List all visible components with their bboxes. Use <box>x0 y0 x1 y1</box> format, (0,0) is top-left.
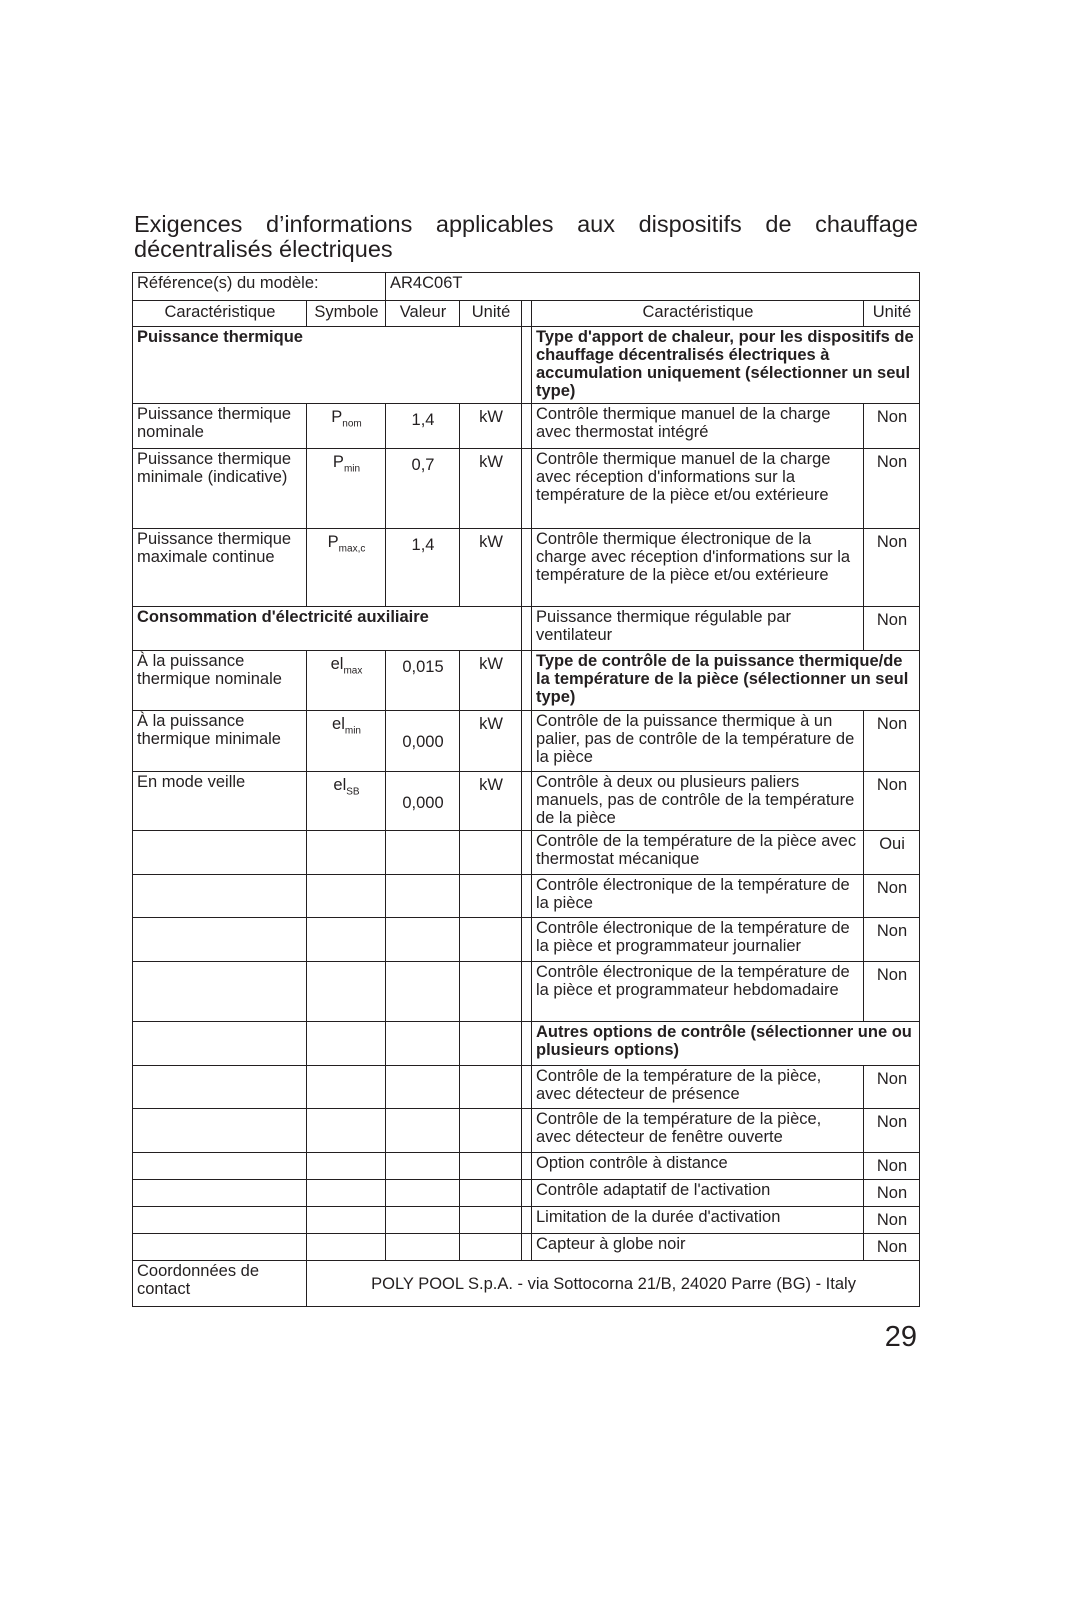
table-row <box>133 831 920 875</box>
empty-cell <box>460 1022 522 1066</box>
symbol-cell <box>307 529 386 607</box>
symbol-subscript: max,c <box>338 543 366 555</box>
control-option-label: Contrôle électronique de la température de la pièce et programmateur journalier <box>532 918 864 962</box>
value-cell <box>386 449 460 529</box>
title-word: dispositifs <box>638 211 742 237</box>
symbol <box>331 405 361 433</box>
empty-cell <box>307 962 386 1022</box>
control-option-label: Contrôle thermique manuel de la charge avec réception d'informations sur la température de la pièce et/ou extérieure <box>532 449 864 529</box>
empty-cell <box>386 1234 460 1261</box>
value-cell <box>386 711 460 772</box>
control-option-label: Contrôle électronique de la température de la pièce et programmateur hebdomadaire <box>532 962 864 1022</box>
spacer-cell <box>522 1207 532 1234</box>
empty-cell <box>133 1153 307 1180</box>
table-row <box>133 449 920 529</box>
control-option-label: Option contrôle à distance <box>532 1153 864 1180</box>
empty-cell <box>133 831 307 875</box>
control-option-label: Contrôle thermique électronique de la charge avec réception d'informations sur la température de la pièce et/ou extérieure <box>532 529 864 607</box>
control-option-value <box>864 529 920 607</box>
symbol-base: P <box>331 408 343 426</box>
unit: kW <box>479 776 503 794</box>
control-option-label: Contrôle de la température de la pièce, avec détecteur de fenêtre ouverte <box>532 1109 864 1153</box>
empty-cell <box>386 831 460 875</box>
empty-cell <box>307 1109 386 1153</box>
option-value: Non <box>876 966 908 984</box>
spacer-cell <box>522 1180 532 1207</box>
section-heading: Type de contrôle de la puissance thermique/de la température de la pièce (sélectionner un seul type) <box>532 651 920 711</box>
empty-cell <box>307 875 386 918</box>
control-option-value <box>864 1153 920 1180</box>
empty-cell <box>307 1066 386 1109</box>
empty-cell <box>460 1207 522 1234</box>
option-value: Non <box>876 408 908 426</box>
header-unite: Unité <box>460 301 522 327</box>
contact-row <box>133 1261 920 1307</box>
title-word: aux <box>577 211 615 237</box>
value-cell <box>386 651 460 711</box>
table-row <box>133 1180 920 1207</box>
option-value: Non <box>876 1070 908 1088</box>
control-option-label: Contrôle à deux ou plusieurs paliers manuels, pas de contrôle de la température de la pièce <box>532 772 864 831</box>
option-value: Non <box>876 1211 908 1229</box>
empty-cell <box>133 1180 307 1207</box>
control-option-label: Contrôle électronique de la température de la pièce <box>532 875 864 918</box>
empty-cell <box>307 1234 386 1261</box>
symbol-subscript: nom <box>342 418 362 430</box>
table-row <box>133 404 920 449</box>
symbol-cell <box>307 711 386 772</box>
option-value: Non <box>876 1238 908 1256</box>
option-value: Non <box>876 879 908 897</box>
title-line-1 <box>134 212 918 237</box>
table-row <box>133 1022 920 1066</box>
spacer-cell <box>522 1234 532 1261</box>
symbol-base: el <box>333 776 347 794</box>
control-option-value <box>864 875 920 918</box>
spacer-cell <box>522 529 532 607</box>
section-heading: Autres options de contrôle (sélectionner une ou plusieurs options) <box>532 1022 920 1066</box>
page-number: 29 <box>884 1321 917 1353</box>
option-value: Non <box>876 776 908 794</box>
empty-cell <box>133 1109 307 1153</box>
section-heading: Puissance thermique <box>133 327 522 404</box>
control-option-label: Contrôle thermique manuel de la charge avec thermostat intégré <box>532 404 864 449</box>
title-word: applicables <box>435 211 554 237</box>
header-valeur: Valeur <box>386 301 460 327</box>
header-right-caracteristique: Caractéristique <box>532 301 864 327</box>
spacer-cell <box>522 711 532 772</box>
control-option-label: Puissance thermique régulable par ventilateur <box>532 607 864 651</box>
table-row <box>133 529 920 607</box>
symbol-base: P <box>332 453 344 471</box>
empty-cell <box>386 1022 460 1066</box>
symbol-subscript: min <box>344 725 361 737</box>
empty-cell <box>386 875 460 918</box>
table-row <box>133 1234 920 1261</box>
empty-cell <box>133 918 307 962</box>
spacer-cell <box>522 875 532 918</box>
control-option-label: Capteur à globe noir <box>532 1234 864 1261</box>
symbol-base: P <box>327 533 339 551</box>
symbol-base: el <box>330 655 344 673</box>
title-word: d’informations <box>266 211 413 237</box>
control-option-value <box>864 607 920 651</box>
spacer-cell <box>522 962 532 1022</box>
section-heading: Consommation d'électricité auxiliaire <box>133 607 522 651</box>
spacer-cell <box>522 918 532 962</box>
table-row <box>133 1109 920 1153</box>
option-value: Non <box>876 922 908 940</box>
header-symbole: Symbole <box>307 301 386 327</box>
control-option-label: Contrôle adaptatif de l'activation <box>532 1180 864 1207</box>
control-option-value <box>864 449 920 529</box>
symbol-cell <box>307 404 386 449</box>
symbol <box>332 712 361 740</box>
empty-cell <box>133 962 307 1022</box>
empty-cell <box>307 1180 386 1207</box>
value-cell <box>386 404 460 449</box>
table-row <box>133 711 920 772</box>
empty-cell <box>307 918 386 962</box>
spacer-cell <box>522 1153 532 1180</box>
value-cell <box>386 529 460 607</box>
control-option-label: Contrôle de la température de la pièce avec thermostat mécanique <box>532 831 864 875</box>
value-cell <box>386 772 460 831</box>
spacer-cell <box>522 449 532 529</box>
empty-cell <box>307 831 386 875</box>
table-row <box>133 327 920 404</box>
control-option-value <box>864 772 920 831</box>
empty-cell <box>133 1066 307 1109</box>
empty-cell <box>307 1207 386 1234</box>
header-right-unite: Unité <box>864 301 920 327</box>
control-option-value <box>864 1207 920 1234</box>
empty-cell <box>307 1153 386 1180</box>
symbol <box>328 530 366 558</box>
document-title <box>134 212 918 262</box>
option-value: Non <box>876 1184 908 1202</box>
title-word: de <box>765 211 792 237</box>
empty-cell <box>386 1207 460 1234</box>
control-option-label: Limitation de la durée d'activation <box>532 1207 864 1234</box>
spec-table <box>132 272 920 1307</box>
empty-cell <box>386 1109 460 1153</box>
spacer-cell <box>522 607 532 651</box>
spacer-cell <box>522 404 532 449</box>
control-option-value <box>864 831 920 875</box>
symbol-cell <box>307 449 386 529</box>
table-row <box>133 651 920 711</box>
value: 0,000 <box>402 733 444 751</box>
option-value: Non <box>876 533 908 551</box>
symbol-cell <box>307 651 386 711</box>
title-line-2: décentralisés électriques <box>134 236 393 262</box>
empty-cell <box>386 918 460 962</box>
table-row <box>133 875 920 918</box>
spacer-cell <box>522 772 532 831</box>
characteristic-label: À la puissance thermique minimale <box>133 711 307 772</box>
empty-cell <box>386 1153 460 1180</box>
empty-cell <box>460 1234 522 1261</box>
empty-cell <box>460 875 522 918</box>
empty-cell <box>460 1180 522 1207</box>
value: 0,7 <box>411 456 435 474</box>
characteristic-label: Puissance thermique maximale continue <box>133 529 307 607</box>
control-option-label: Contrôle de la température de la pièce, avec détecteur de présence <box>532 1066 864 1109</box>
empty-cell <box>133 1207 307 1234</box>
option-value: Non <box>876 611 908 629</box>
option-value: Non <box>876 453 908 471</box>
section-heading: Type d'apport de chaleur, pour les dispositifs de chauffage décentralisés électriques à accumulation uniquement (sélectionner un seul type) <box>532 327 920 404</box>
model-reference-row <box>133 273 920 301</box>
table-row <box>133 962 920 1022</box>
empty-cell <box>460 1109 522 1153</box>
empty-cell <box>460 831 522 875</box>
unit-cell <box>460 449 522 529</box>
symbol <box>333 773 359 801</box>
empty-cell <box>133 1022 307 1066</box>
option-value: Non <box>876 715 908 733</box>
empty-cell <box>133 1234 307 1261</box>
unit: kW <box>479 453 503 471</box>
characteristic-label: En mode veille <box>133 772 307 831</box>
value: 0,015 <box>402 658 444 676</box>
model-value: AR4C06T <box>386 273 920 301</box>
unit-cell <box>460 772 522 831</box>
unit: kW <box>479 408 503 426</box>
unit-cell <box>460 529 522 607</box>
option-value: Non <box>876 1157 908 1175</box>
empty-cell <box>460 962 522 1022</box>
header-caracteristique: Caractéristique <box>133 301 307 327</box>
spacer-cell <box>522 327 532 404</box>
empty-cell <box>307 1022 386 1066</box>
table-row <box>133 607 920 651</box>
spacer-cell <box>522 1109 532 1153</box>
control-option-value <box>864 918 920 962</box>
table-row <box>133 1207 920 1234</box>
option-value: Non <box>876 1113 908 1131</box>
spacer-cell <box>522 651 532 711</box>
value: 1,4 <box>411 536 435 554</box>
empty-cell <box>386 1066 460 1109</box>
control-option-value <box>864 711 920 772</box>
control-option-value <box>864 1066 920 1109</box>
symbol <box>333 450 360 478</box>
unit: kW <box>479 715 503 733</box>
unit-cell <box>460 404 522 449</box>
contact-value: POLY POOL S.p.A. - via Sottocorna 21/B, 24020 Parre (BG) - Italy <box>307 1261 920 1307</box>
header-row <box>133 301 920 327</box>
contact-label: Coordonnées de contact <box>133 1261 307 1307</box>
value: 1,4 <box>411 411 435 429</box>
table-row <box>133 1066 920 1109</box>
control-option-label: Contrôle de la puissance thermique à un palier, pas de contrôle de la température de la pièce <box>532 711 864 772</box>
empty-cell <box>460 918 522 962</box>
characteristic-label: Puissance thermique minimale (indicative) <box>133 449 307 529</box>
symbol-subscript: SB <box>346 786 360 798</box>
spacer-cell <box>522 1022 532 1066</box>
empty-cell <box>460 1066 522 1109</box>
symbol-subscript: min <box>343 463 361 475</box>
control-option-value <box>864 404 920 449</box>
unit: kW <box>479 533 503 551</box>
spacer-cell <box>522 831 532 875</box>
spacer-cell <box>522 1066 532 1109</box>
symbol-base: el <box>332 715 345 733</box>
table-row <box>133 1153 920 1180</box>
model-label: Référence(s) du modèle: <box>133 273 386 301</box>
empty-cell <box>386 1180 460 1207</box>
spacer-cell <box>522 301 532 327</box>
title-word: chauffage <box>815 211 918 237</box>
symbol-cell <box>307 772 386 831</box>
unit-cell <box>460 651 522 711</box>
empty-cell <box>386 962 460 1022</box>
empty-cell <box>133 875 307 918</box>
table-row <box>133 772 920 831</box>
control-option-value <box>864 1180 920 1207</box>
option-value: Oui <box>879 835 905 853</box>
control-option-value <box>864 962 920 1022</box>
unit: kW <box>479 655 503 673</box>
symbol <box>331 652 363 680</box>
value: 0,000 <box>402 794 444 812</box>
title-word: Exigences <box>134 211 243 237</box>
control-option-value <box>864 1234 920 1261</box>
symbol-subscript: max <box>343 665 363 677</box>
characteristic-label: À la puissance thermique nominale <box>133 651 307 711</box>
unit-cell <box>460 711 522 772</box>
empty-cell <box>460 1153 522 1180</box>
characteristic-label: Puissance thermique nominale <box>133 404 307 449</box>
control-option-value <box>864 1109 920 1153</box>
table-row <box>133 918 920 962</box>
